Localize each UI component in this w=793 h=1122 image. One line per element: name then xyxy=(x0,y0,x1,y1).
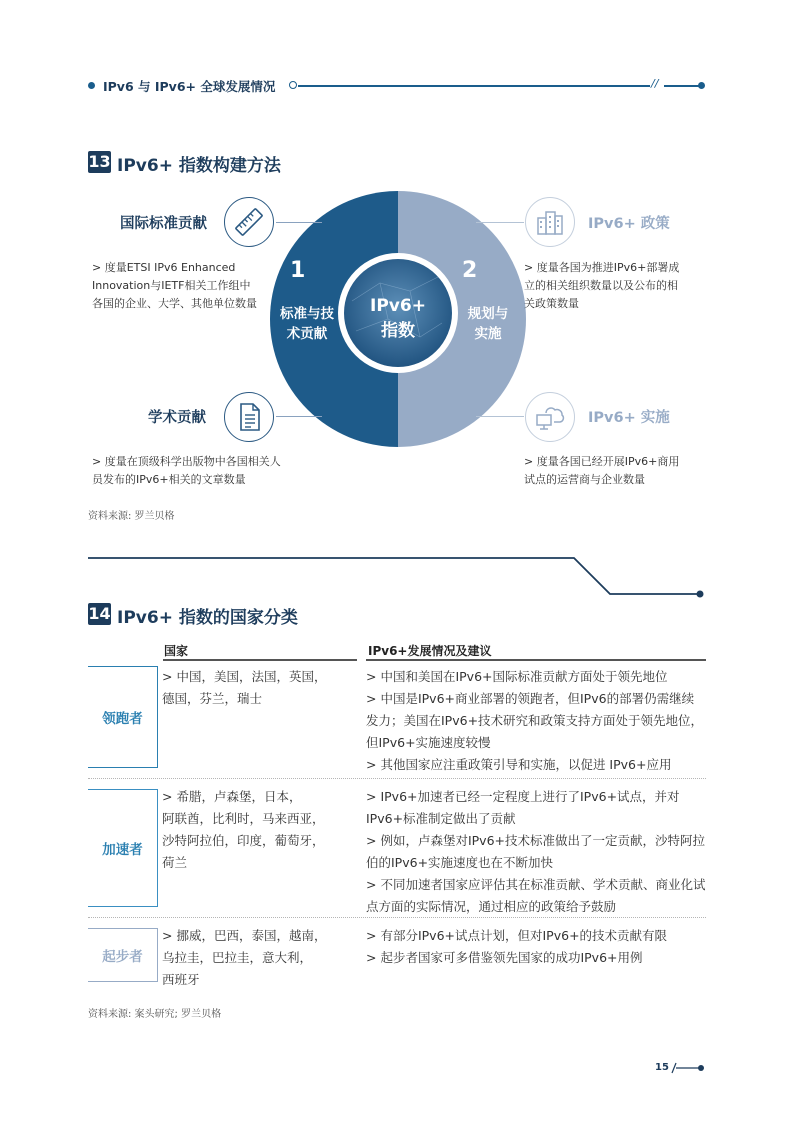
item-policy-desc: > 度量各国为推进IPv6+部署成立的相关组织数量以及公布的相关政策数量 xyxy=(524,261,680,310)
cloud-computer-icon xyxy=(525,392,575,442)
item-standards-title: 国际标准贡献 xyxy=(120,216,207,232)
left-label: 标准与技 术贡献 xyxy=(280,306,334,342)
section-divider xyxy=(86,554,708,600)
accelerators-notes xyxy=(366,786,706,918)
item-policy-title: IPv6+ 政策 xyxy=(588,216,670,232)
header-end-dot xyxy=(698,82,705,89)
ruler-icon xyxy=(224,197,274,247)
connector-top-left xyxy=(276,222,322,223)
connector-bottom-left xyxy=(276,416,322,417)
item-academic-desc: > 度量在顶级科学出版物中各国相关人员发布的IPv6+相关的文章数量 xyxy=(92,455,281,486)
category-starters-label: 起步者 xyxy=(102,949,143,965)
right-label: 规划与 实施 xyxy=(467,306,509,342)
col-header-status-line xyxy=(366,659,706,661)
item-academic-title: 学术贡献 xyxy=(148,410,206,426)
starters-note-1: > 有部分IPv6+试点计划，但对IPv6+的技术贡献有限 xyxy=(366,928,668,943)
leaders-countries: > 中国，美国，法国，英国， 德国，芬兰，瑞士 xyxy=(162,669,327,706)
header-line xyxy=(298,85,650,87)
section-14-source: 资料来源: 案头研究; 罗兰贝格 xyxy=(88,1009,222,1020)
buildings-icon xyxy=(525,197,575,247)
category-starters xyxy=(88,928,158,982)
accelerators-countries: > 希腊，卢森堡，日本， 阿联酋，比利时，马来西亚， 沙特阿拉伯，印度，葡萄牙， 荷兰 xyxy=(162,789,325,870)
section-13-title: IPv6+ 指数构建方法 xyxy=(117,156,281,176)
right-number: 2 xyxy=(462,258,478,283)
page-number: 15 xyxy=(655,1062,669,1073)
item-implementation-title: IPv6+ 实施 xyxy=(588,410,670,426)
header-slash: // xyxy=(651,77,659,90)
document-icon xyxy=(224,392,274,442)
accelerators-note-1: > IPv6+加速者已经一定程度上进行了IPv6+试点，并对IPv6+标准制定做出了贡献 xyxy=(366,789,680,826)
category-leaders-label: 领跑者 xyxy=(102,711,143,727)
connector-bottom-right xyxy=(476,416,524,417)
left-number: 1 xyxy=(290,258,306,283)
leaders-note-1: > 中国和美国在IPv6+国际标准贡献方面处于领先地位 xyxy=(366,669,668,684)
header-ring xyxy=(289,81,297,89)
starters-countries: > 挪威，巴西，泰国，越南， 乌拉圭，巴拉圭，意大利， 西班牙 xyxy=(162,928,327,987)
section-13-source: 资料来源: 罗兰贝格 xyxy=(88,511,175,522)
section-14-number: 14 xyxy=(88,604,111,623)
header-dot xyxy=(88,82,95,89)
connector-top-right xyxy=(476,222,524,223)
category-accelerators-label: 加速者 xyxy=(102,842,143,858)
col-header-country: 国家 xyxy=(164,644,189,658)
page-number-line xyxy=(670,1061,706,1075)
section-13-number: 13 xyxy=(88,152,111,171)
item-implementation-desc: > 度量各国已经开展IPv6+商用试点的运营商与企业数量 xyxy=(524,455,680,486)
row-divider-1 xyxy=(88,778,706,779)
accelerators-note-3: > 不同加速者国家应评估其在标准贡献、学术贡献、商业化试点方面的实际情况，通过相应的政策给予鼓励 xyxy=(366,877,706,914)
section-14-title: IPv6+ 指数的国家分类 xyxy=(117,608,298,628)
header-title: IPv6 与 IPv6+ 全球发展情况 xyxy=(103,79,276,94)
starters-note-2: > 起步者国家可多借鉴领先国家的成功IPv6+用例 xyxy=(366,950,643,965)
leaders-notes xyxy=(366,666,706,776)
item-standards-desc: > 度量ETSI IPv6 Enhanced Innovation与IETF相关工作组中各国的企业、大学、其他单位数量 xyxy=(92,261,257,310)
leaders-note-3: > 其他国家应注重政策引导和实施，以促进 IPv6+应用 xyxy=(366,757,672,772)
starters-notes xyxy=(366,925,706,969)
leaders-note-2: > 中国是IPv6+商业部署的领跑者，但IPv6的部署仍需继续发力；美国在IPv6+技术研究和政策支持方面处于领先地位，但IPv6+实施速度较慢 xyxy=(366,691,704,750)
center-label: IPv6+ 指数 xyxy=(370,296,426,341)
row-divider-2 xyxy=(88,917,706,918)
col-header-country-line xyxy=(163,659,357,661)
col-header-status: IPv6+发展情况及建议 xyxy=(368,644,492,658)
accelerators-note-2: > 例如，卢森堡对IPv6+技术标准做出了一定贡献，沙特阿拉伯的IPv6+实施速度也在不断加快 xyxy=(366,833,705,870)
category-accelerators xyxy=(88,789,158,907)
header-line-end xyxy=(664,85,700,87)
category-leaders xyxy=(88,666,158,768)
